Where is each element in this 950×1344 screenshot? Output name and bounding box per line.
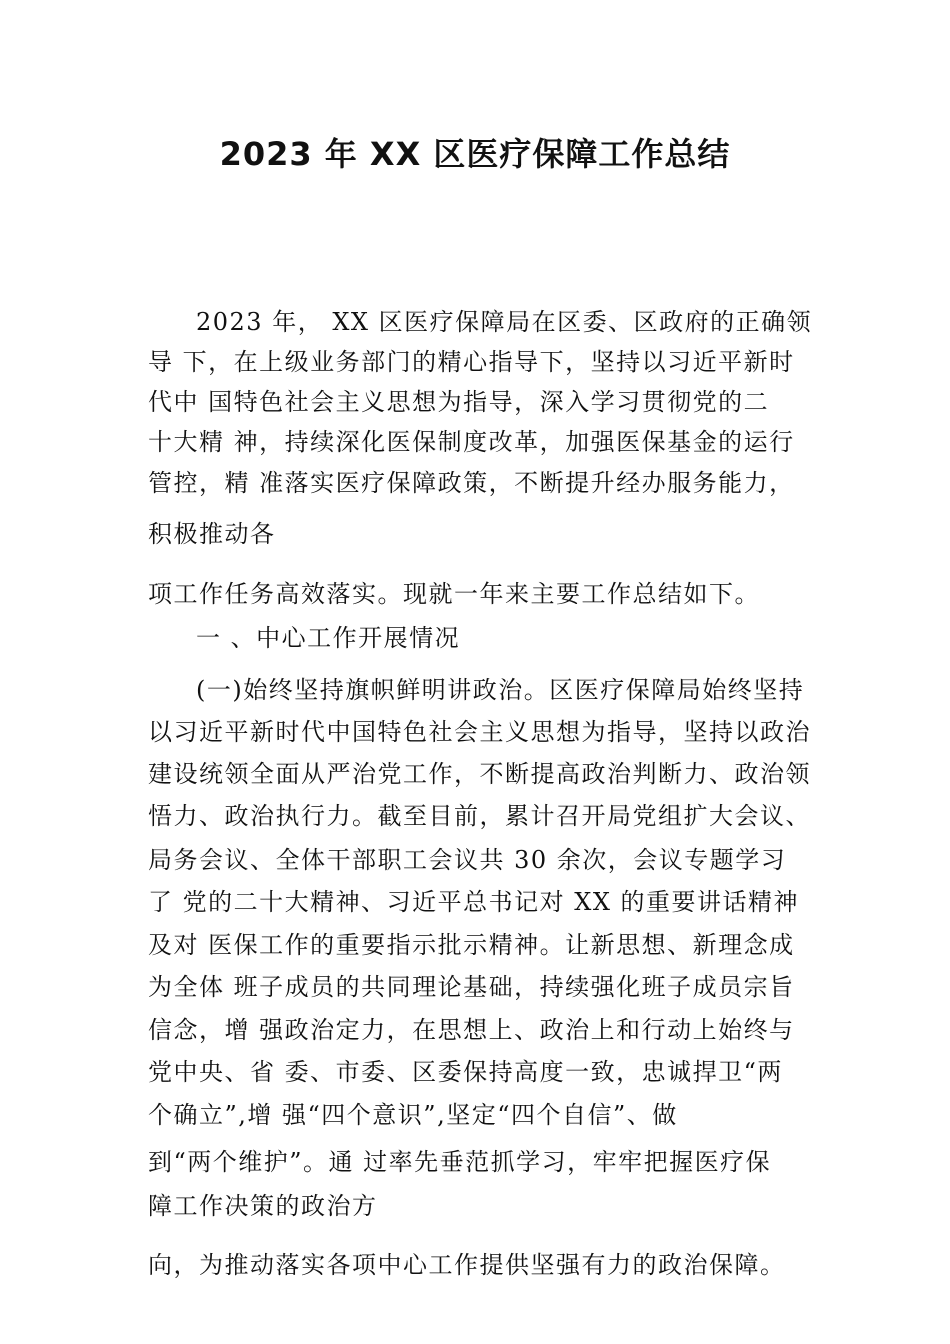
document-title: 2023 年 XX 区医疗保障工作总结: [219, 135, 731, 173]
paragraph-line: 局务会议、全体干部职工会议共 30 余次，会议专题学习: [148, 846, 787, 874]
paragraph-line: 向，为推动落实各项中心工作提供坚强有力的政治保障。: [148, 1251, 786, 1279]
paragraph-line: 障工作决策的政治方: [148, 1192, 378, 1220]
paragraph-line: 2023 年， XX 区医疗保障局在区委、区政府的正确领: [196, 308, 813, 336]
paragraph-line: 项工作任务高效落实。现就一年来主要工作总结如下。: [148, 580, 760, 608]
paragraph-line: 代中 国特色社会主义思想为指导，深入学习贯彻党的二: [148, 388, 770, 416]
paragraph-line: 导 下，在上级业务部门的精心指导下，坚持以习近平新时: [148, 348, 795, 376]
paragraph-line: 以习近平新时代中国特色社会主义思想为指导，坚持以政治: [148, 718, 811, 746]
paragraph-line: 悟力、政治执行力。截至目前，累计召开局党组扩大会议、: [148, 802, 811, 830]
paragraph-line: 了 党的二十大精神、习近平总书记对 XX 的重要讲话精神: [148, 888, 800, 916]
paragraph-line: 为全体 班子成员的共同理论基础，持续强化班子成员宗旨: [148, 973, 795, 1001]
paragraph-line: 十大精 神，持续深化医保制度改革，加强医保基金的运行: [148, 428, 795, 456]
paragraph-line: 个确立”,增 强“四个意识”,坚定“四个自信”、做: [148, 1101, 678, 1129]
paragraph-line: (一)始终坚持旗帜鲜明讲政治。区医疗保障局始终坚持: [196, 676, 805, 704]
paragraph-line: 及对 医保工作的重要指示批示精神。让新思想、新理念成: [148, 931, 795, 959]
paragraph-line: 积极推动各: [148, 520, 276, 548]
paragraph-line: 信念，增 强政治定力，在思想上、政治上和行动上始终与: [148, 1016, 795, 1044]
paragraph-line: 建设统领全面从严治党工作，不断提高政治判断力、政治领: [148, 760, 811, 788]
paragraph-line: 到“两个维护”。通 过率先垂范抓学习，牢牢把握医疗保: [148, 1148, 772, 1176]
section-heading: 一 、中心工作开展情况: [196, 624, 461, 652]
paragraph-line: 管控，精 准落实医疗保障政策，不断提升经办服务能力，: [148, 469, 795, 497]
paragraph-line: 党中央、省 委、市委、区委保持高度一致，忠诚捍卫“两: [148, 1058, 783, 1086]
